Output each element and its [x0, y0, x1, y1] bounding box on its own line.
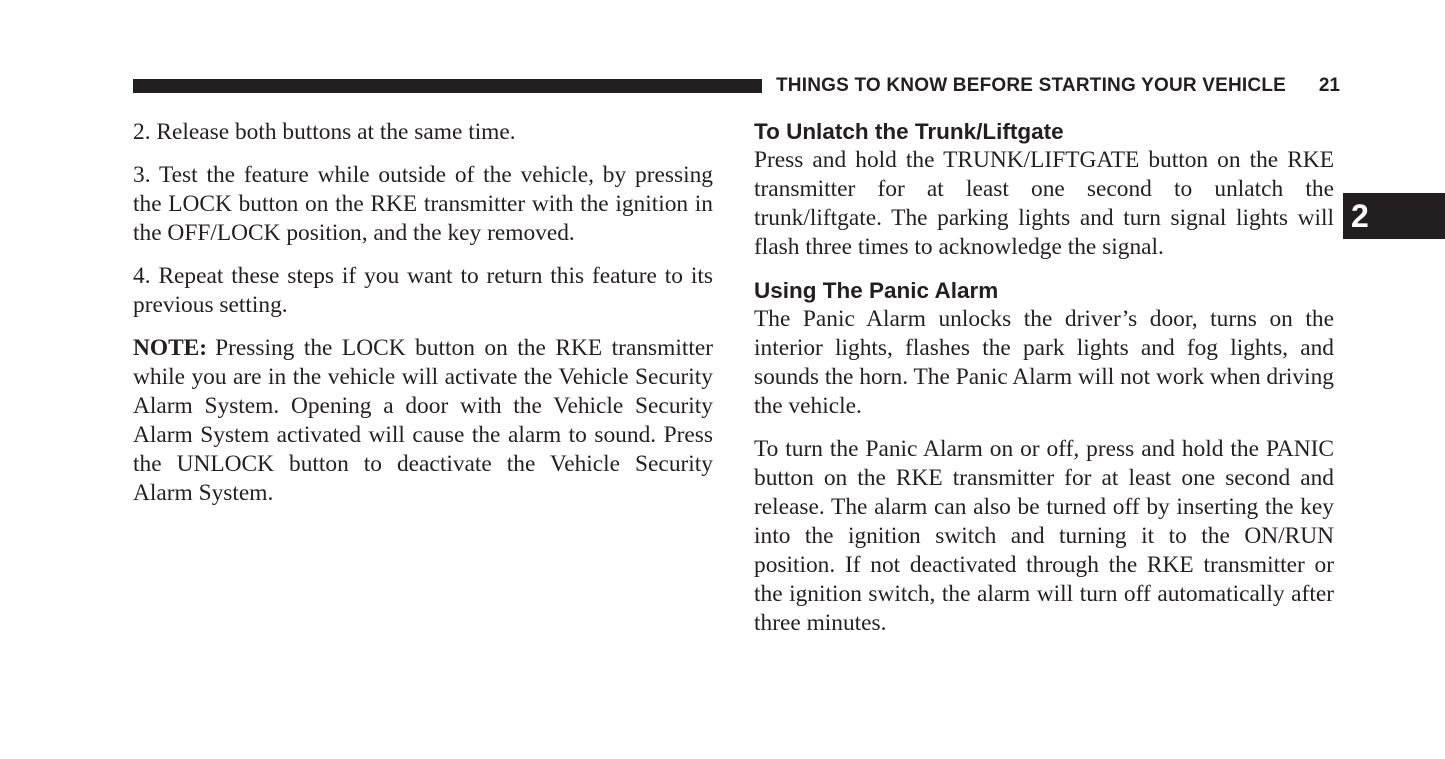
panic-heading: Using The Panic Alarm [754, 278, 999, 303]
note-paragraph [133, 334, 713, 508]
left-column [133, 118, 713, 522]
chapter-tab [1343, 193, 1445, 239]
step-4-paragraph: 4. Repeat these steps if you want to return this feature to its previous setting. [133, 263, 713, 318]
note-label: NOTE: [133, 335, 208, 361]
panic-paragraph-1: The Panic Alarm unlocks the driver’s door, turns on the interior lights, flashes the park lights and fog lights, and sounds the horn. The Panic Alarm will not work when driving the vehicle. [754, 306, 1334, 419]
header-rule [133, 79, 762, 93]
trunk-heading: To Unlatch the Trunk/Liftgate [754, 119, 1064, 144]
step-2-paragraph: 2. Release both buttons at the same time. [133, 119, 516, 145]
panic-paragraph-2: To turn the Panic Alarm on or off, press and hold the PANIC button on the RKE transmitter for at least one second and release. The alarm can also be turned off by inserting the key into the ignition switch and turning it to the ON/RUN position. If not deactivated through the RKE transmitter or the ignition switch, the alarm will turn off automatically after three minutes. [754, 436, 1334, 636]
step-3-paragraph: 3. Test the feature while outside of the vehicle, by pressing the LOCK button on the RKE transmitter with the ignition in the OFF/LOCK position, and the key removed. [133, 162, 713, 246]
chapter-number: 2 [1351, 198, 1369, 234]
note-text: Pressing the LOCK button on the RKE transmitter while you are in the vehicle will activate the Vehicle Security Alarm System. Opening a door with the Vehicle Security Alarm System activated will cause the alarm to sound. Press the UNLOCK button to deactivate the Vehicle Security Alarm System. [133, 335, 713, 506]
section-title: THINGS TO KNOW BEFORE STARTING YOUR VEHICLE [776, 75, 1287, 96]
trunk-paragraph: Press and hold the TRUNK/LIFTGATE button on the RKE transmitter for at least one second to unlatch the trunk/liftgate. The parking lights and turn signal lights will flash three times to acknowledge the signal. [754, 147, 1334, 260]
page-number: 21 [1318, 75, 1340, 96]
right-column [754, 117, 1334, 652]
